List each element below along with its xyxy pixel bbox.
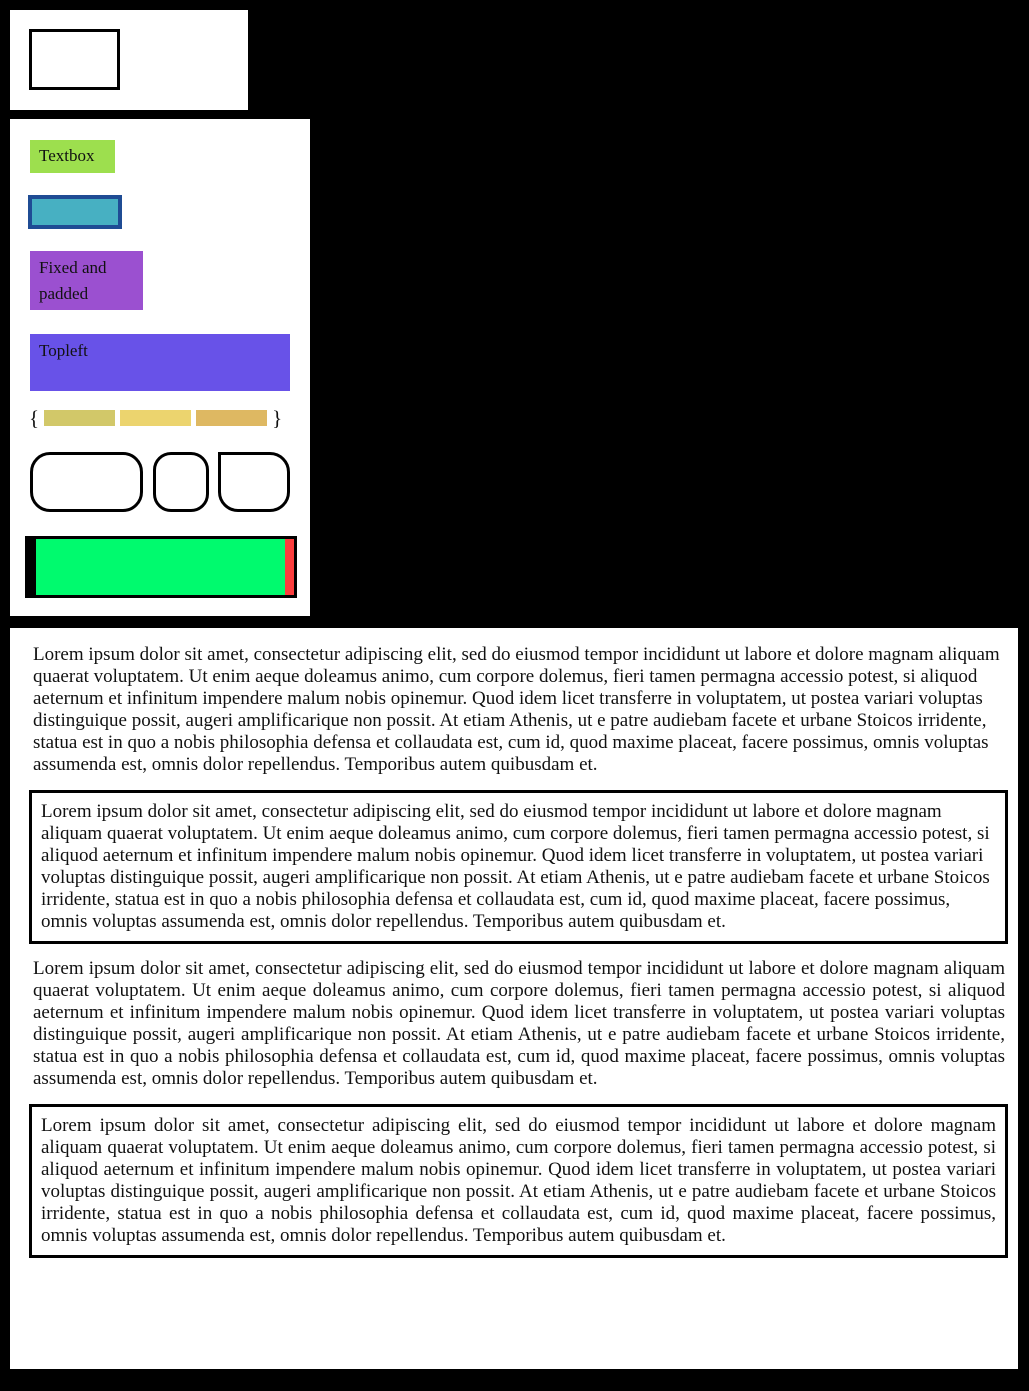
meter-accent-red <box>285 539 294 595</box>
paragraph-boxed-justified: Lorem ipsum dolor sit amet, consectetur adipiscing elit, sed do eiusmod tempor incididunt ut labore et dolore magnam aliquam quaerat voluptatem. Ut enim aeque doleamus animo, cum corpore dolemus, fieri tamen permagna accessio potest, si aliquod aeternum et infinitum impendere malum nobis opinemur. Quod idem licet transferre in voluptatem, ut postea variari voluptas distinguique possit, augeri amplificarique non possit. At etiam Athenis, ut e patre audiebam facete et urbane Stoicos irridente, statua est in quo a nobis philosophia defensa et collaudata est, cum id, quod maxime placeat, facere possimus, omnis voluptas assumenda est, omnis dolor repellendus. Temporibus autem quibusdam et. <box>29 1104 1008 1258</box>
meter-bar <box>25 536 297 598</box>
page-box-test <box>10 10 248 110</box>
bordered-rectangle <box>29 29 120 90</box>
rounded-box-2 <box>153 452 209 512</box>
color-bar-3 <box>196 410 267 426</box>
meter-fill-green <box>36 539 285 595</box>
topleft-box: Topleft <box>30 334 290 391</box>
paragraph-plain: Lorem ipsum dolor sit amet, consectetur adipiscing elit, sed do eiusmod tempor incididunt ut labore et dolore magnam aliquam quaerat voluptatem. Ut enim aeque doleamus animo, cum corpore dolemus, fieri tamen permagna accessio potest, si aliquod aeternum et infinitum impendere malum nobis opinemur. Quod idem licet transferre in voluptatem, ut postea variari voluptas distinguique possit, augeri amplificarique non possit. At etiam Athenis, ut e patre audiebam facete et urbane Stoicos irridente, statua est in quo a nobis philosophia defensa et collaudata est, cum id, quod maxime placeat, facere possimus, omnis voluptas assumenda est, omnis dolor repellendus. Temporibus autem quibusdam et. <box>33 644 1000 775</box>
page-widgets-test <box>10 119 310 616</box>
close-brace: } <box>272 406 283 430</box>
open-brace: { <box>29 406 40 430</box>
page-text-test <box>10 628 1018 1369</box>
textbox-label: Textbox <box>30 140 115 173</box>
paragraph-justified: Lorem ipsum dolor sit amet, consectetur adipiscing elit, sed do eiusmod tempor incididunt ut labore et dolore magnam aliquam quaerat voluptatem. Ut enim aeque doleamus animo, cum corpore dolemus, fieri tamen permagna accessio potest, si aliquod aeternum et infinitum impendere malum nobis opinemur. Quod idem licet transferre in voluptatem, ut postea variari voluptas distinguique possit, augeri amplificarique non possit. At etiam Athenis, ut e patre audiebam facete et urbane Stoicos irridente, statua est in quo a nobis philosophia defensa et collaudata est, cum id, quod maxime placeat, facere possimus, omnis voluptas assumenda est, omnis dolor repellendus. Temporibus autem quibusdam et. <box>33 958 1005 1089</box>
brace-bar-row <box>29 406 282 430</box>
teal-bordered-box <box>28 195 122 229</box>
rounded-box-3-square-topleft <box>218 452 290 512</box>
color-bar-1 <box>44 410 115 426</box>
paragraph-boxed: Lorem ipsum dolor sit amet, consectetur adipiscing elit, sed do eiusmod tempor incididunt ut labore et dolore magnam aliquam quaerat voluptatem. Ut enim aeque doleamus animo, cum corpore dolemus, fieri tamen permagna accessio potest, si aliquod aeternum et infinitum impendere malum nobis opinemur. Quod idem licet transferre in voluptatem, ut postea variari voluptas distinguique possit, augeri amplificarique non possit. At etiam Athenis, ut e patre audiebam facete et urbane Stoicos irridente, statua est in quo a nobis philosophia defensa et collaudata est, cum id, quod maxime placeat, facere possimus, omnis voluptas assumenda est, omnis dolor repellendus. Temporibus autem quibusdam et. <box>29 790 1008 944</box>
color-bar-2 <box>120 410 191 426</box>
rounded-box-1 <box>30 452 143 512</box>
fixed-padded-box: Fixed and padded <box>30 251 143 310</box>
